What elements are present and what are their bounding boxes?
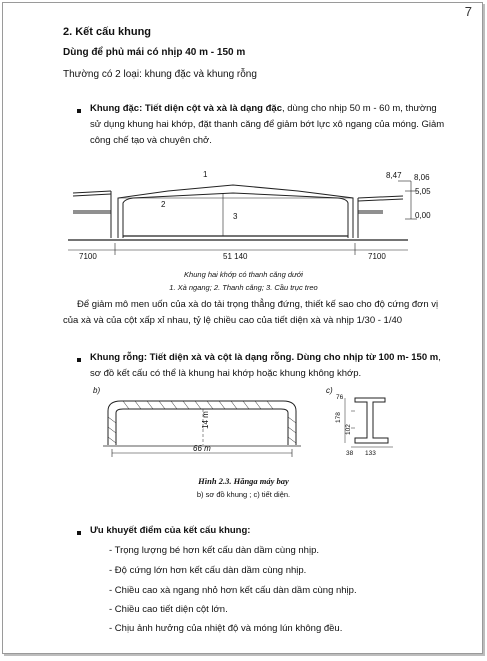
- fig1-elev-806: 8,06: [414, 173, 430, 182]
- fig2-d133: 133: [365, 450, 376, 457]
- hollow-frame-line2: sơ đồ kết cấu có thể là khung hai khớp hoặc khung không khớp.: [90, 368, 362, 379]
- fig1-dim-right: 7100: [368, 252, 386, 261]
- figure1-legend: 1. Xà ngang; 2. Thanh căng; 3. Cầu trục treo: [169, 283, 318, 292]
- bullet-solid: [77, 109, 81, 113]
- pros-cons-label: Ưu khuyết điểm của kết cấu khung:: [90, 525, 251, 536]
- fig2-label-c: c): [326, 386, 333, 395]
- fig2-d76: 76: [336, 394, 344, 401]
- solid-frame-line2: sử dụng khung hai khớp, đặt thanh căng để giảm bớt lực xô ngang của móng. Giảm: [90, 119, 445, 130]
- fig2-label-b: b): [93, 386, 101, 395]
- solid-frame-label: Khung đặc:: [90, 103, 143, 114]
- document-page: [2, 2, 483, 654]
- figure-two-hinged-frame: [63, 163, 443, 263]
- fig1-label-3: 3: [233, 212, 238, 221]
- page-number: 7: [464, 4, 472, 19]
- moment-note-line1: Để giảm mô men uốn của xà do tải trọng thẳng đứng, thiết kế sao cho độ cứng đơn vị: [77, 299, 439, 310]
- figure1-caption: Khung hai khớp có thanh căng dưới: [184, 270, 303, 279]
- solid-frame-bold: Tiết diện cột và xà là dạng đặc: [142, 103, 282, 114]
- solid-frame-rest: , dùng cho nhịp 50 m - 60 m, thường: [281, 103, 437, 114]
- fig1-label-2: 2: [161, 200, 166, 209]
- figure2-caption: Hình 2.3. Hănga máy bay: [198, 476, 289, 486]
- hollow-frame-rest: ,: [438, 352, 441, 363]
- pros-cons-item: - Chiều cao tiết diện cột lớn.: [109, 604, 228, 615]
- pros-cons-item: - Chịu ảnh hưởng của nhiệt độ và móng lún không đều.: [109, 623, 343, 634]
- fig1-label-1: 1: [203, 170, 208, 179]
- fig1-dim-left: 7100: [79, 252, 97, 261]
- hollow-frame-bold: Tiết diện xà và cột là dạng rỗng. Dùng cho nhịp từ 100 m- 150 m: [146, 352, 439, 363]
- intro-text: Thường có 2 loại: khung đặc và khung rỗng: [63, 69, 257, 80]
- section-title: 2. Kết cấu khung: [63, 26, 152, 38]
- fig2-d102: 102: [345, 424, 352, 435]
- hollow-frame-label: Khung rỗng:: [90, 352, 147, 363]
- figure-hangar: [93, 383, 423, 463]
- fig1-dim-span: 51 140: [223, 252, 248, 261]
- fig1-elev-847: 8,47: [386, 171, 402, 180]
- fig1-elev-505: 5,05: [415, 187, 431, 196]
- fig2-d38: 38: [346, 450, 354, 457]
- section-subtitle: Dùng để phủ mái có nhịp 40 m - 150 m: [63, 47, 246, 58]
- pros-cons-item: - Độ cứng lớn hơn kết cấu dàn dầm cùng nhịp.: [109, 565, 307, 576]
- bullet-proscons: [77, 531, 81, 535]
- fig2-height: 14 m: [201, 411, 210, 429]
- fig1-elev-000: 0,00: [415, 211, 431, 220]
- pros-cons-item: - Trọng lượng bé hơn kết cấu dàn dầm cùng nhịp.: [109, 545, 320, 556]
- bullet-hollow: [77, 358, 81, 362]
- pros-cons-item: - Chiều cao xà ngang nhỏ hơn kết cấu dàn dầm cùng nhịp.: [109, 585, 357, 596]
- hollow-frame-line1: [90, 350, 441, 366]
- figure2-legend: b) sơ đồ khung ; c) tiết diện.: [196, 490, 291, 499]
- fig2-span: 66 m: [193, 444, 211, 453]
- moment-note-line2: của xà và của cột xấp xỉ nhau, tỷ lệ chiều cao của tiết diện xà và nhịp 1/30 - 1/40: [63, 315, 403, 326]
- solid-frame-line3: công chế tạo và chuyên chở.: [90, 135, 212, 146]
- fig2-d178: 178: [335, 412, 342, 423]
- solid-frame-line1: [90, 101, 437, 117]
